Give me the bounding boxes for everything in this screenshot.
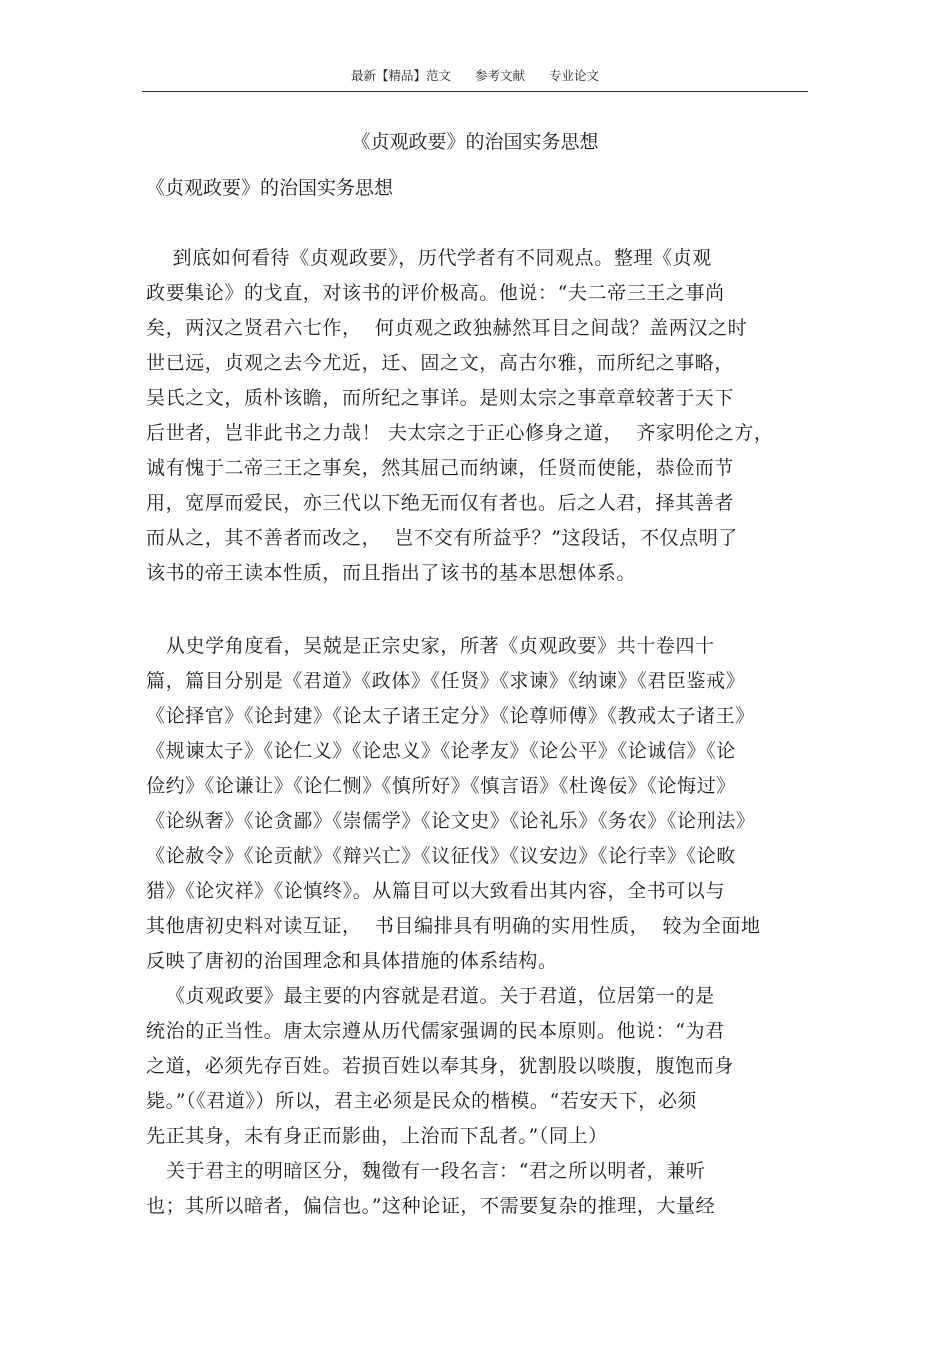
body-line: 统治的正当性。唐太宗遵从历代儒家强调的民本原则。他说：“为君	[146, 1020, 725, 1042]
body-line: 该书的帝王读本性质，而且指出了该书的基本思想体系。	[146, 562, 637, 584]
body-line: 猎》《论灾祥》《论慎终》。从篇目可以大致看出其内容，全书可以与	[146, 880, 726, 902]
body-line: 矣，两汉之贤君六七作， 何贞观之政独赫然耳目之间哉？盖两汉之时	[146, 317, 748, 339]
body-line: 篇，篇目分别是《君道》《政体》《任贤》《求谏》《纳谏》《君臣鉴戒》	[146, 670, 746, 692]
body-line: 先正其身，未有身正而影曲，上治而下乱者。”（同上）	[146, 1125, 608, 1147]
body-line: 也；其所以暗者，偏信也。”这种论证，不需要复杂的推理，大量经	[146, 1195, 716, 1217]
body-line: 其他唐初史料对读互证， 书目编排具有明确的实用性质， 较为全面地	[146, 915, 761, 937]
header-item: 最新【精品】范文	[350, 68, 451, 83]
document-subtitle: 《贞观政要》的治国实务思想	[146, 177, 394, 199]
body-line: 毙。”（《君道》）所以，君主必须是民众的楷模。“若安天下，必须	[146, 1090, 698, 1112]
header-divider	[142, 91, 808, 92]
page-header	[142, 66, 808, 84]
body-line: 吴氏之文，质朴该瞻，而所纪之事详。是则太宗之事章章较著于天下	[146, 387, 735, 409]
body-line: 《规谏太子》《论仁义》《论忠义》《论孝友》《论公平》《论诚信》《论	[146, 740, 736, 762]
body-line: 而从之，其不善者而改之， 岂不交有所益乎？”这段话，不仅点明了	[146, 527, 738, 549]
body-line: 俭约》《论谦让》《论仁恻》《慎所好》《慎言语》《杜谗佞》《论悔过》	[146, 775, 736, 797]
body-line: 世已远，贞观之去今尤近，迁、固之文，高古尔雅，而所纪之事略，	[146, 352, 735, 374]
body-line: 后世者，岂非此书之力哉！ 夫太宗之于正心修身之道， 齐家明伦之方，	[146, 422, 774, 444]
body-line: 用，宽厚而爱民，亦三代以下绝无而仅有者也。后之人君，择其善者	[146, 492, 735, 514]
header-item: 参考文献	[474, 68, 525, 83]
body-line: 关于君主的明暗区分，魏徵有一段名言：“君之所以明者，兼听	[146, 1160, 706, 1182]
body-line: 《论赦令》《论贡献》《辩兴亡》《议征伐》《议安边》《论行幸》《论畋	[146, 845, 736, 867]
header-item: 专业论文	[548, 68, 599, 83]
body-line: 诚有愧于二帝三王之事矣，然其屈己而纳谏，任贤而使能，恭俭而节	[146, 457, 735, 479]
document-title: 《贞观政要》的治国实务思想	[351, 131, 599, 153]
body-line: 从史学角度看，吴兢是正宗史家，所著《贞观政要》共十卷四十	[146, 635, 715, 657]
body-line: 到底如何看待《贞观政要》，历代学者有不同观点。整理《贞观	[146, 247, 712, 269]
body-line: 政要集论》的戈直，对该书的评价极高。他说：“夫二帝三王之事尚	[146, 282, 725, 304]
body-line: 之道，必须先存百姓。若损百姓以奉其身，犹割股以啖腹，腹饱而身	[146, 1055, 735, 1077]
body-line: 反映了唐初的治国理念和具体措施的体系结构。	[146, 950, 558, 972]
body-line: 《论纵奢》《论贪鄙》《崇儒学》《论文史》《论礼乐》《务农》《论刑法》	[146, 810, 756, 832]
body-line: 《论择官》《论封建》《论太子诸王定分》《论尊师傅》《教戒太子诸王》	[146, 705, 755, 727]
body-line: 《贞观政要》最主要的内容就是君道。关于君道，位居第一的是	[146, 985, 715, 1007]
